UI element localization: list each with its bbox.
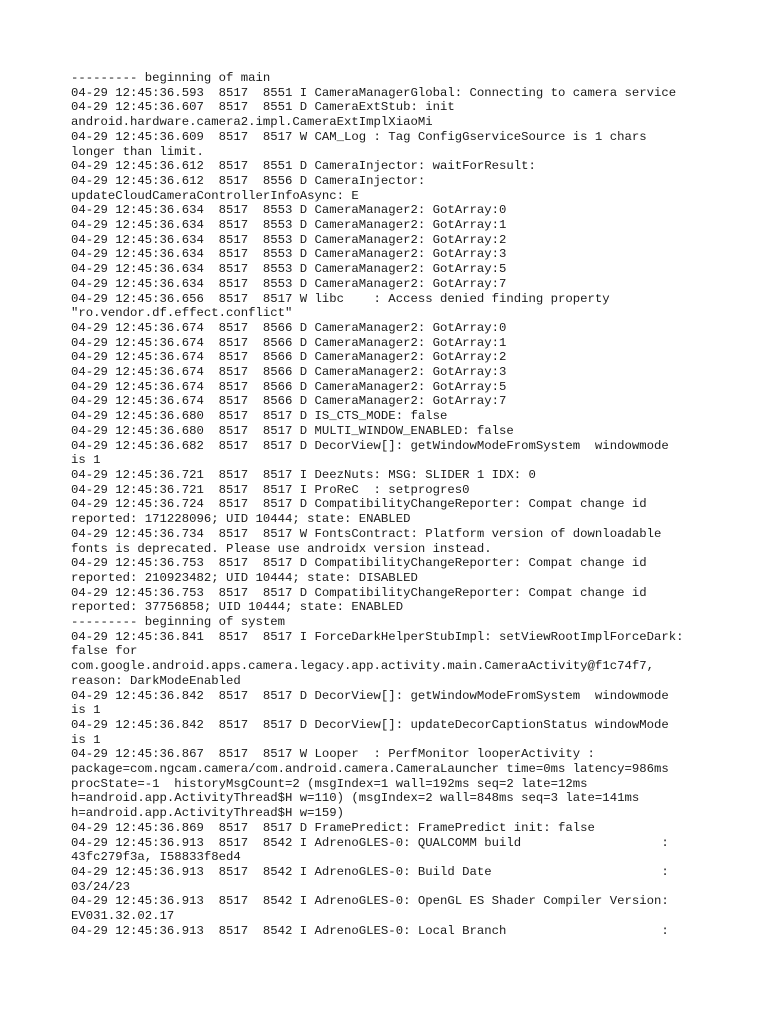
log-line: 04-29 12:45:36.674 8517 8566 D CameraManager2: GotArray:3 (71, 365, 507, 380)
log-line: 04-29 12:45:36.721 8517 8517 I ProReC : setprogres0 (71, 482, 470, 497)
log-line: 04-29 12:45:36.913 8517 8542 I AdrenoGLES-0: QUALCOMM build : (71, 835, 669, 850)
log-line: 03/24/23 (71, 879, 131, 894)
log-line: 04-29 12:45:36.674 8517 8566 D CameraManager2: GotArray:5 (71, 379, 507, 394)
log-line: 04-29 12:45:36.682 8517 8517 D DecorView[]: getWindowModeFromSystem windowmode (71, 438, 669, 453)
log-line: --------- beginning of main (71, 71, 271, 85)
log-line: package=com.ngcam.camera/com.android.camera.CameraLauncher time=0ms latency=986ms (71, 762, 669, 777)
log-line: android.hardware.camera2.impl.CameraExtImplXiaoMi (71, 115, 433, 130)
log-line: 04-29 12:45:36.674 8517 8566 D CameraManager2: GotArray:0 (71, 320, 507, 335)
log-line: reported: 37756858; UID 10444; state: ENABLED (71, 600, 404, 615)
log-line: 04-29 12:45:36.593 8517 8551 I CameraManagerGlobal: Connecting to camera service (71, 85, 677, 100)
log-line: 04-29 12:45:36.721 8517 8517 I DeezNuts: MSG: SLIDER 1 IDX: 0 (71, 467, 536, 482)
log-line: 04-29 12:45:36.634 8517 8553 D CameraManager2: GotArray:7 (71, 276, 507, 291)
log-line: 04-29 12:45:36.842 8517 8517 D DecorView[]: getWindowModeFromSystem windowmode (71, 688, 669, 703)
log-line: 04-29 12:45:36.680 8517 8517 D IS_CTS_MODE: false (71, 409, 448, 424)
log-line: updateCloudCameraControllerInfoAsync: E (71, 188, 359, 203)
log-line: procState=-1 historyMsgCount=2 (msgIndex=1 wall=192ms seq=2 late=12ms (71, 776, 588, 791)
log-line: 43fc279f3a, I58833f8ed4 (71, 850, 241, 865)
log-line: com.google.android.apps.camera.legacy.app.activity.main.CameraActivity@f1c74f7, (71, 659, 654, 674)
log-line: reported: 171228096; UID 10444; state: ENABLED (71, 512, 411, 527)
log-line: 04-29 12:45:36.913 8517 8542 I AdrenoGLES-0: Build Date : (71, 864, 669, 879)
log-line: --------- beginning of system (71, 615, 286, 630)
log-line: 04-29 12:45:36.753 8517 8517 D CompatibilityChangeReporter: Compat change id (71, 585, 647, 600)
log-line: 04-29 12:45:36.634 8517 8553 D CameraManager2: GotArray:2 (71, 232, 507, 247)
log-line: 04-29 12:45:36.634 8517 8553 D CameraManager2: GotArray:3 (71, 247, 507, 262)
log-line: longer than limit. (71, 144, 204, 159)
log-line: 04-29 12:45:36.634 8517 8553 D CameraManager2: GotArray:5 (71, 262, 507, 277)
log-line: 04-29 12:45:36.867 8517 8517 W Looper : PerfMonitor looperActivity : (71, 747, 595, 762)
log-line: 04-29 12:45:36.842 8517 8517 D DecorView[]: updateDecorCaptionStatus windowMode (71, 717, 669, 732)
log-line: h=android.app.ActivityThread$H w=159) (71, 806, 345, 821)
logcat-document (71, 71, 711, 938)
log-line: 04-29 12:45:36.607 8517 8551 D CameraExtStub: init (71, 100, 455, 115)
log-line: 04-29 12:45:36.753 8517 8517 D CompatibilityChangeReporter: Compat change id (71, 556, 647, 571)
log-line: 04-29 12:45:36.724 8517 8517 D CompatibilityChangeReporter: Compat change id (71, 497, 647, 512)
log-line: EV031.32.02.17 (71, 909, 175, 924)
log-line: 04-29 12:45:36.674 8517 8566 D CameraManager2: GotArray:7 (71, 394, 507, 409)
log-line: h=android.app.ActivityThread$H w=110) (msgIndex=2 wall=848ms seq=3 late=141ms (71, 791, 640, 806)
log-line: is 1 (71, 453, 101, 468)
log-line: 04-29 12:45:36.734 8517 8517 W FontsContract: Platform version of downloadable (71, 526, 662, 541)
log-line: 04-29 12:45:36.869 8517 8517 D FramePredict: FramePredict init: false (71, 820, 595, 835)
log-line: 04-29 12:45:36.634 8517 8553 D CameraManager2: GotArray:1 (71, 218, 507, 233)
log-line: 04-29 12:45:36.674 8517 8566 D CameraManager2: GotArray:2 (71, 350, 507, 365)
log-line: false for (71, 644, 138, 659)
log-line: 04-29 12:45:36.612 8517 8556 D CameraInjector: (71, 173, 426, 188)
log-line: fonts is deprecated. Please use androidx version instead. (71, 541, 492, 556)
log-line: reported: 210923482; UID 10444; state: DISABLED (71, 570, 418, 585)
log-line: is 1 (71, 732, 101, 747)
log-line: 04-29 12:45:36.609 8517 8517 W CAM_Log : Tag ConfigGserviceSource is 1 chars (71, 129, 647, 144)
log-line: 04-29 12:45:36.913 8517 8542 I AdrenoGLES-0: OpenGL ES Shader Compiler Version: (71, 894, 669, 909)
log-line: 04-29 12:45:36.680 8517 8517 D MULTI_WINDOW_ENABLED: false (71, 423, 514, 438)
log-line: 04-29 12:45:36.841 8517 8517 I ForceDarkHelperStubImpl: setViewRootImplForceDark: (71, 629, 684, 644)
log-line: 04-29 12:45:36.612 8517 8551 D CameraInjector: waitForResult: (71, 159, 536, 174)
log-line: 04-29 12:45:36.913 8517 8542 I AdrenoGLES-0: Local Branch : (71, 923, 669, 938)
log-line: reason: DarkModeEnabled (71, 673, 241, 688)
log-line: "ro.vendor.df.effect.conflict" (71, 306, 293, 321)
log-line: is 1 (71, 703, 101, 718)
log-line: 04-29 12:45:36.656 8517 8517 W libc : Access denied finding property (71, 291, 610, 306)
log-line: 04-29 12:45:36.634 8517 8553 D CameraManager2: GotArray:0 (71, 203, 507, 218)
log-line: 04-29 12:45:36.674 8517 8566 D CameraManager2: GotArray:1 (71, 335, 507, 350)
